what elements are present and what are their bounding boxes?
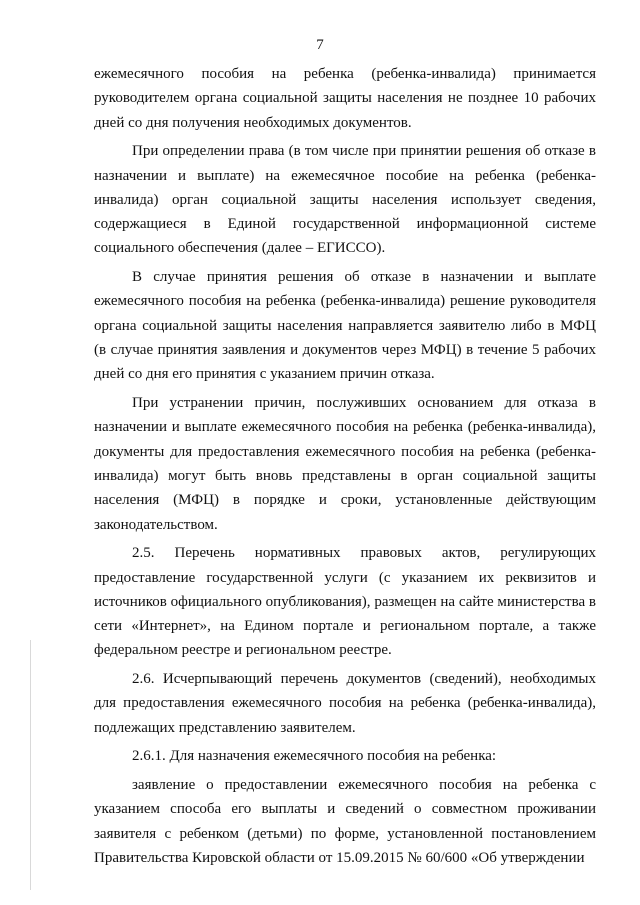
paragraph: 2.5. Перечень нормативных правовых актов, регулирующих предоставление государственной услуги (с указанием их реквизитов и источников официального опубликования), размещен на сайте министерства в сети «Интернет», на Едином портале и региональном портале, а также федеральном реестре и региональном реестре. [94, 545, 596, 659]
paragraph: При устранении причин, послуживших основанием для отказа в назначении и выплате ежемесячного пособия на ребенка (ребенка-инвалида), документы для предоставления ежемесячного пособия на ребенка (ребенка-инвалида) могут быть вновь представлены в орган социальной защиты населения (МФЦ) в порядке и сроки, установленные действующим законодательством. [94, 395, 596, 533]
paragraph: заявление о предоставлении ежемесячного пособия на ребенка с указанием способа его выплаты и сведений о совместном проживании заявителя с ребенком (детьми) по форме, установленной постановлением Правительства Кировской области от 15.09.2015 № 60/600 «Об утверждении [94, 777, 596, 866]
document-body [94, 62, 596, 875]
paragraph: 2.6. Исчерпывающий перечень документов (сведений), необходимых для предоставления ежемесячного пособия на ребенка (ребенка-инвалида), подлежащих представлению заявителем. [94, 671, 596, 736]
page-number: 7 [316, 37, 324, 53]
scan-edge-mark [30, 640, 31, 890]
paragraph: ежемесячного пособия на ребенка (ребенка-инвалида) принимается руководителем органа социальной защиты населения не позднее 10 рабочих дней со дня получения необходимых документов. [94, 66, 596, 131]
paragraph: 2.6.1. Для назначения ежемесячного пособия на ребенка: [132, 748, 497, 765]
paragraph: В случае принятия решения об отказе в назначении и выплате ежемесячного пособия на ребенка (ребенка-инвалида) решение руководителя органа социальной защиты населения направляется заявителю либо в МФЦ (в случае принятия заявления и документов через МФЦ) в течение 5 рабочих дней со дня его принятия с указанием причин отказа. [94, 269, 596, 383]
paragraph: При определении права (в том числе при принятии решения об отказе в назначении и выплате) на ежемесячное пособие на ребенка (ребенка-инвалида) орган социальной защиты населения использует сведения, содержащиеся в Единой государственной информационной системе социального обеспечения (далее – ЕГИССО). [94, 143, 596, 257]
